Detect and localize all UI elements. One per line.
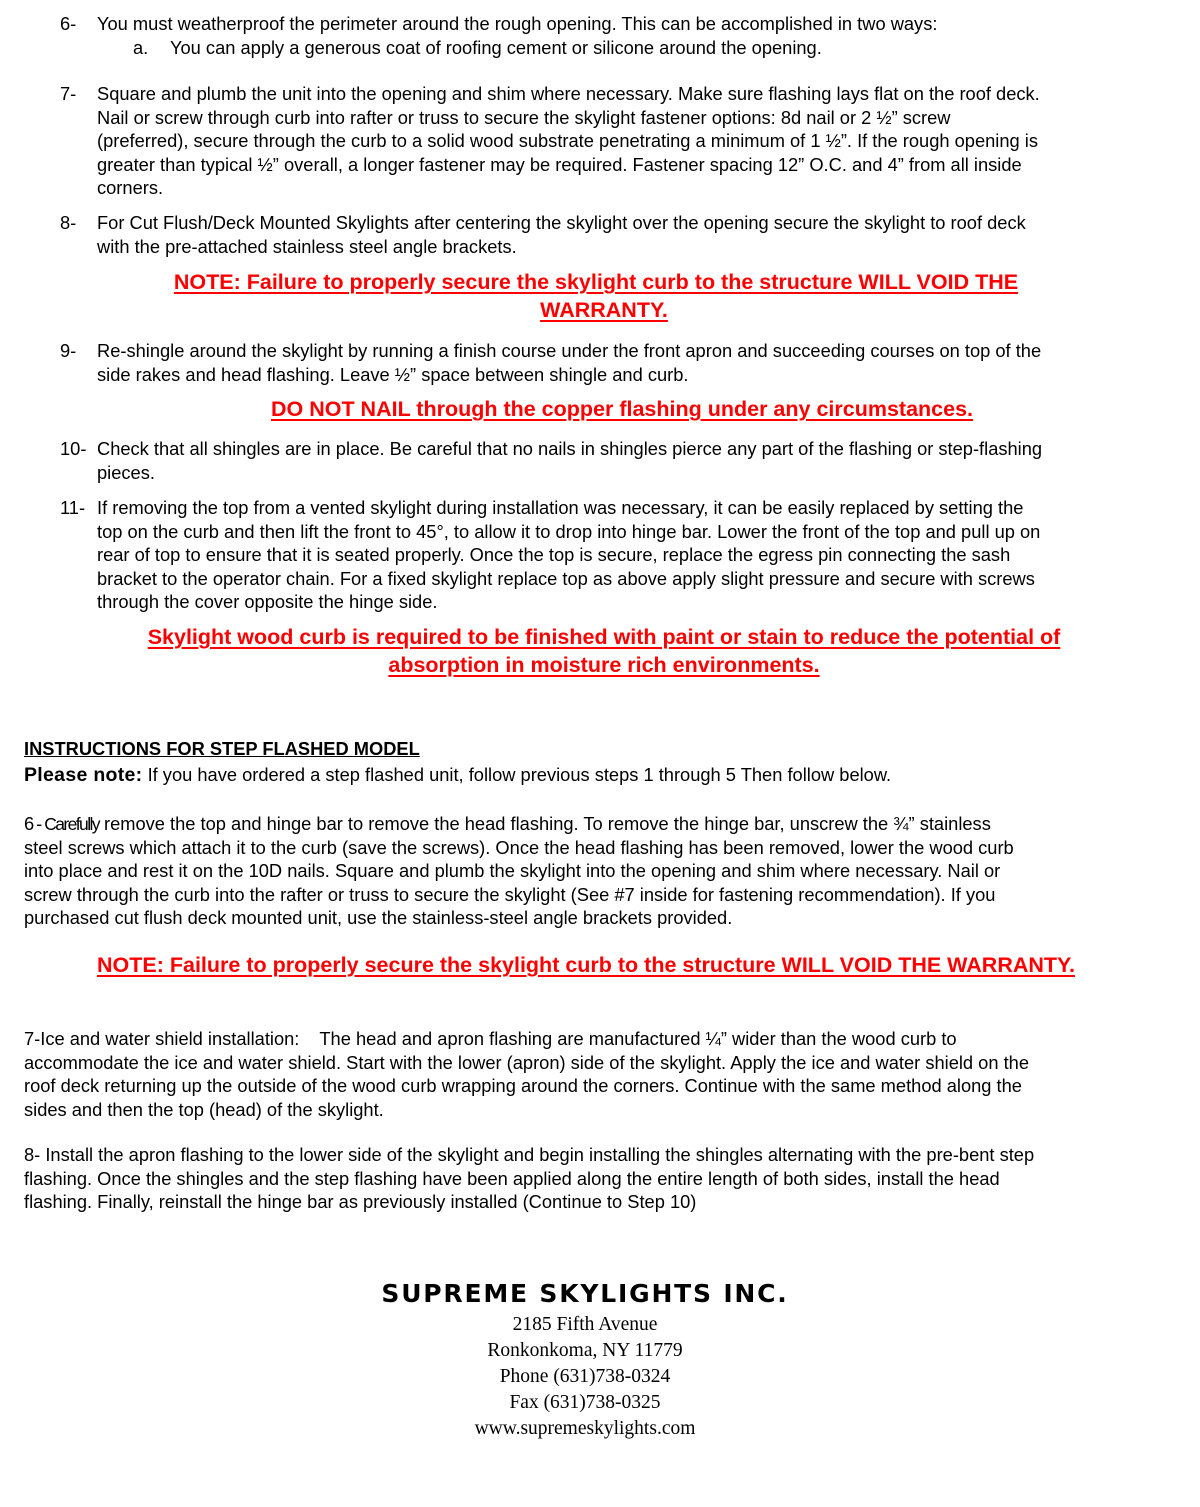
step-text: remove the top and hinge bar to remove the head flashing. To remove the hinge bar, unscrew the ¾” stainless (98, 813, 991, 834)
sub-item-text: You can apply a generous coat of roofing cement or silicone around the opening. (170, 37, 822, 58)
step-text-line: bracket to the operator chain. For a fixed skylight replace top as above apply slight pressure and secure with screws (97, 567, 1035, 589)
step-number: 10- (60, 438, 87, 459)
website-link[interactable]: www.supremeskylights.com (474, 1418, 696, 1439)
city-state-zip: Ronkonkoma, NY 11779 (487, 1340, 683, 1361)
step-text-line: through the cover opposite the hinge side. (97, 591, 438, 612)
step-text-line: side rakes and head flashing. Leave ½” space between shingle and curb. (97, 363, 689, 385)
step-text-line: (preferred), secure through the curb to a solid wood substrate penetrating a minimum of 1 ½”. If the rough opening is (97, 130, 1038, 151)
step-number: 8- (60, 212, 77, 233)
step-text-line: 7-Ice and water shield installation: The head and apron flashing are manufactured ¼” wider than the wood curb to (24, 1028, 957, 1049)
warranty-warning-step-flashed: NOTE: Failure to properly secure the skylight curb to the structure WILL VOID THE WARRANTY. (97, 953, 1075, 977)
step-text-line: flashing. Finally, reinstall the hinge bar as previously installed (Continue to Step 10) (24, 1191, 697, 1212)
warning-line: absorption in moisture rich environments. (388, 653, 820, 677)
step-text-line: If removing the top from a vented skylight during installation was necessary, it can be easily replaced by setting the (97, 497, 1024, 518)
please-note (24, 763, 891, 788)
sub-item-label: a. (133, 37, 149, 58)
step-text-line: purchased cut flush deck mounted unit, use the stainless-steel angle brackets provided. (24, 907, 733, 928)
step-text-line: For Cut Flush/Deck Mounted Skylights after centering the skylight over the opening secure the skylight to roof deck (97, 212, 1026, 233)
step-text-line: accommodate the ice and water shield. Start with the lower (apron) side of the skylight. Apply the ice and water shield on the (24, 1051, 1029, 1073)
step-text-line: Nail or screw through curb into rafter or truss to secure the skylight fastener options: 8d nail or 2 ½” screw (97, 106, 951, 128)
please-note-text: If you have ordered a step flashed unit, follow previous steps 1 through 5 Then follow below. (142, 764, 892, 785)
step-number: 9- (60, 340, 77, 361)
step-number: 11- (60, 497, 86, 518)
step-text-line: steel screws which attach it to the curb (save the screws). Once the head flashing has been removed, lower the wood curb (24, 836, 1014, 858)
step-text: You must weatherproof the perimeter around the rough opening. This can be accomplished in two ways: (97, 13, 938, 34)
step-text-line: screw through the curb into the rafter or truss to secure the skylight (See #7 inside for fastening recommendation). If you (24, 883, 996, 905)
step-text-line: Check that all shingles are in place. Be careful that no nails in shingles pierce any part of the flashing or step-flashing (97, 438, 1043, 459)
step-text-line (24, 812, 991, 837)
step-text-line: greater than typical ½” overall, a longer fastener may be required. Fastener spacing 12” O.C. and 4” from all inside (97, 153, 1022, 175)
section-heading: INSTRUCTIONS FOR STEP FLASHED MODEL (24, 738, 420, 759)
do-not-nail-warning: DO NOT NAIL through the copper flashing under any circumstances. (270, 397, 974, 421)
step-text-line: pieces. (97, 461, 155, 483)
please-note-label: Please note: (24, 764, 143, 786)
step-text-line: Re-shingle around the skylight by running a finish course under the front apron and succeeding courses on top of the (97, 340, 1042, 361)
address: 2185 Fifth Avenue (512, 1314, 658, 1335)
company-name: SUPREME SKYLIGHTS INC. (381, 1279, 789, 1308)
step-text-line: top on the curb and then lift the front to 45°, to allow it to drop into hinge bar. Lower the front of the top and pull up on (97, 520, 1041, 542)
warning-line: Skylight wood curb is required to be finished with paint or stain to reduce the potential of (147, 625, 1061, 649)
warning-line: WARRANTY. (540, 298, 668, 322)
step-lead-word: Carefully (44, 814, 99, 834)
phone: Phone (631)738-0324 (499, 1366, 671, 1387)
step-number: 6- (24, 813, 45, 834)
step-number: 7- (60, 83, 77, 104)
step-text-line: roof deck returning up the outside of the wood curb wrapping around the corners. Continue with the same method along the (24, 1075, 1022, 1096)
step-text-line: with the pre-attached stainless steel angle brackets. (97, 235, 517, 257)
step-text-line: 8- Install the apron flashing to the lower side of the skylight and begin installing the shingles alternating with the pre-bent step (24, 1144, 1035, 1165)
step-text-line: Square and plumb the unit into the opening and shim where necessary. Make sure flashing lays flat on the roof deck. (97, 83, 1040, 104)
step-number: 6- (60, 13, 77, 34)
warning-line: NOTE: Failure to properly secure the skylight curb to the structure WILL VOID THE (173, 270, 1019, 294)
step-text-line: rear of top to ensure that it is seated properly. Once the top is secure, replace the egress pin connecting the sash (97, 544, 1011, 565)
step-text-line: corners. (97, 177, 164, 198)
step-text-line: sides and then the top (head) of the skylight. (24, 1098, 384, 1120)
fax: Fax (631)738-0325 (509, 1392, 661, 1413)
step-text-line: flashing. Once the shingles and the step flashing have been applied along the entire length of both sides, install the head (24, 1167, 1000, 1189)
step-text-line: into place and rest it on the 10D nails. Square and plumb the skylight into the opening and shim where necessary. Nail or (24, 860, 1001, 881)
